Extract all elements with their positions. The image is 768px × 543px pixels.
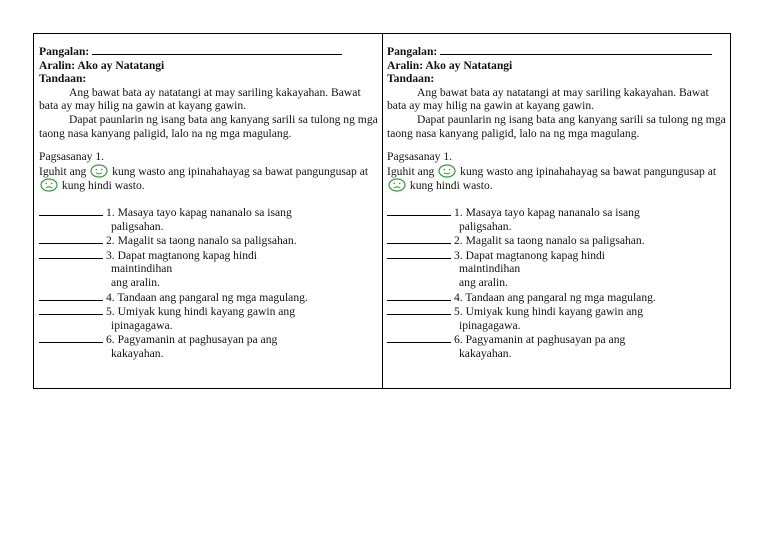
list-item: 3. Dapat magtanong kapag hindi: [39, 248, 378, 263]
sad-face-icon: [40, 178, 58, 192]
paragraph-1: Ang bawat bata ay natatangi at may sariling kakayahan. Bawat bata ay may hilig na gawin at kayang gawin.: [387, 85, 709, 113]
instructions: [39, 164, 378, 193]
name-label: Pangalan:: [387, 45, 438, 58]
instr-part-b: kung wasto ang ipinahahayag sa bawat pangungusap at: [460, 164, 717, 178]
name-row: [387, 44, 726, 59]
list-item: 1. Masaya tayo kapag nananalo sa isang: [387, 205, 726, 220]
paragraph-2: Dapat paunlarin ng isang bata ang kanyang sarili sa tulong ng mga taong nasa kanyang paligid, lalo na ng mga magulang.: [387, 112, 726, 140]
happy-face-icon: [90, 164, 108, 178]
list-item: 2. Magalit sa taong nanalo sa paligsahan.: [39, 233, 378, 248]
item-continuation: ang aralin.: [111, 275, 160, 289]
exercise-title: Pagsasanay 1.: [39, 150, 105, 164]
item-list: [387, 205, 726, 361]
answer-blank[interactable]: [387, 205, 451, 216]
answer-blank[interactable]: [387, 290, 451, 301]
list-item: 4. Tandaan ang pangaral ng mga magulang.: [387, 290, 726, 305]
lesson-title: Aralin: Ako ay Natatangi: [387, 58, 513, 72]
answer-blank[interactable]: [39, 332, 103, 343]
list-item: 6. Pagyamanin at paghusayan pa ang: [39, 332, 378, 347]
list-item: 3. Dapat magtanong kapag hindi: [387, 248, 726, 263]
paragraph-1: Ang bawat bata ay natatangi at may sariling kakayahan. Bawat bata ay may hilig na gawin at kayang gawin.: [39, 85, 361, 113]
item-continuation: ipinagagawa.: [111, 318, 173, 332]
instructions: [387, 164, 726, 193]
worksheet-left: [34, 34, 382, 388]
list-item: 5. Umiyak kung hindi kayang gawin ang: [39, 304, 378, 319]
sad-face-icon: [388, 178, 406, 192]
answer-blank[interactable]: [39, 205, 103, 216]
item-continuation: kakayahan.: [459, 346, 512, 360]
answer-blank[interactable]: [387, 332, 451, 343]
list-item: 6. Pagyamanin at paghusayan pa ang: [387, 332, 726, 347]
worksheet-right: [382, 34, 730, 388]
item-continuation: maintindihan: [111, 262, 173, 276]
paragraph-2: Dapat paunlarin ng isang bata ang kanyang sarili sa tulong ng mga taong nasa kanyang paligid, lalo na ng mga magulang.: [39, 112, 378, 140]
answer-blank[interactable]: [39, 233, 103, 244]
answer-blank[interactable]: [39, 304, 103, 315]
list-item: 5. Umiyak kung hindi kayang gawin ang: [387, 304, 726, 319]
instr-part-a: Iguhit ang: [387, 164, 435, 178]
list-item: 2. Magalit sa taong nanalo sa paligsahan.: [387, 233, 726, 248]
answer-blank[interactable]: [39, 290, 103, 301]
instr-part-c: kung hindi wasto.: [61, 179, 145, 193]
item-continuation: kakayahan.: [111, 346, 164, 360]
remember-label: Tandaan:: [39, 72, 87, 86]
item-continuation: paligsahan.: [111, 219, 164, 233]
name-line: [92, 44, 342, 55]
instr-part-b: kung wasto ang ipinahahayag sa bawat pangungusap at: [112, 164, 369, 178]
answer-blank[interactable]: [387, 233, 451, 244]
item-list: [39, 205, 378, 361]
list-item: 1. Masaya tayo kapag nananalo sa isang: [39, 205, 378, 220]
exercise-title: Pagsasanay 1.: [387, 150, 453, 164]
item-continuation: maintindihan: [459, 262, 521, 276]
lesson-title: Aralin: Ako ay Natatangi: [39, 58, 165, 72]
list-item: 4. Tandaan ang pangaral ng mga magulang.: [39, 290, 378, 305]
name-row: [39, 44, 378, 59]
instr-part-a: Iguhit ang: [39, 164, 87, 178]
item-continuation: paligsahan.: [459, 219, 512, 233]
item-continuation: ang aralin.: [459, 275, 508, 289]
answer-blank[interactable]: [387, 304, 451, 315]
item-continuation: ipinagagawa.: [459, 318, 521, 332]
worksheet-sheet: [33, 33, 731, 389]
remember-label: Tandaan:: [387, 72, 435, 86]
answer-blank[interactable]: [39, 248, 103, 259]
answer-blank[interactable]: [387, 248, 451, 259]
happy-face-icon: [438, 164, 456, 178]
name-line: [440, 44, 712, 55]
instr-part-c: kung hindi wasto.: [409, 179, 493, 193]
name-label: Pangalan:: [39, 45, 90, 58]
